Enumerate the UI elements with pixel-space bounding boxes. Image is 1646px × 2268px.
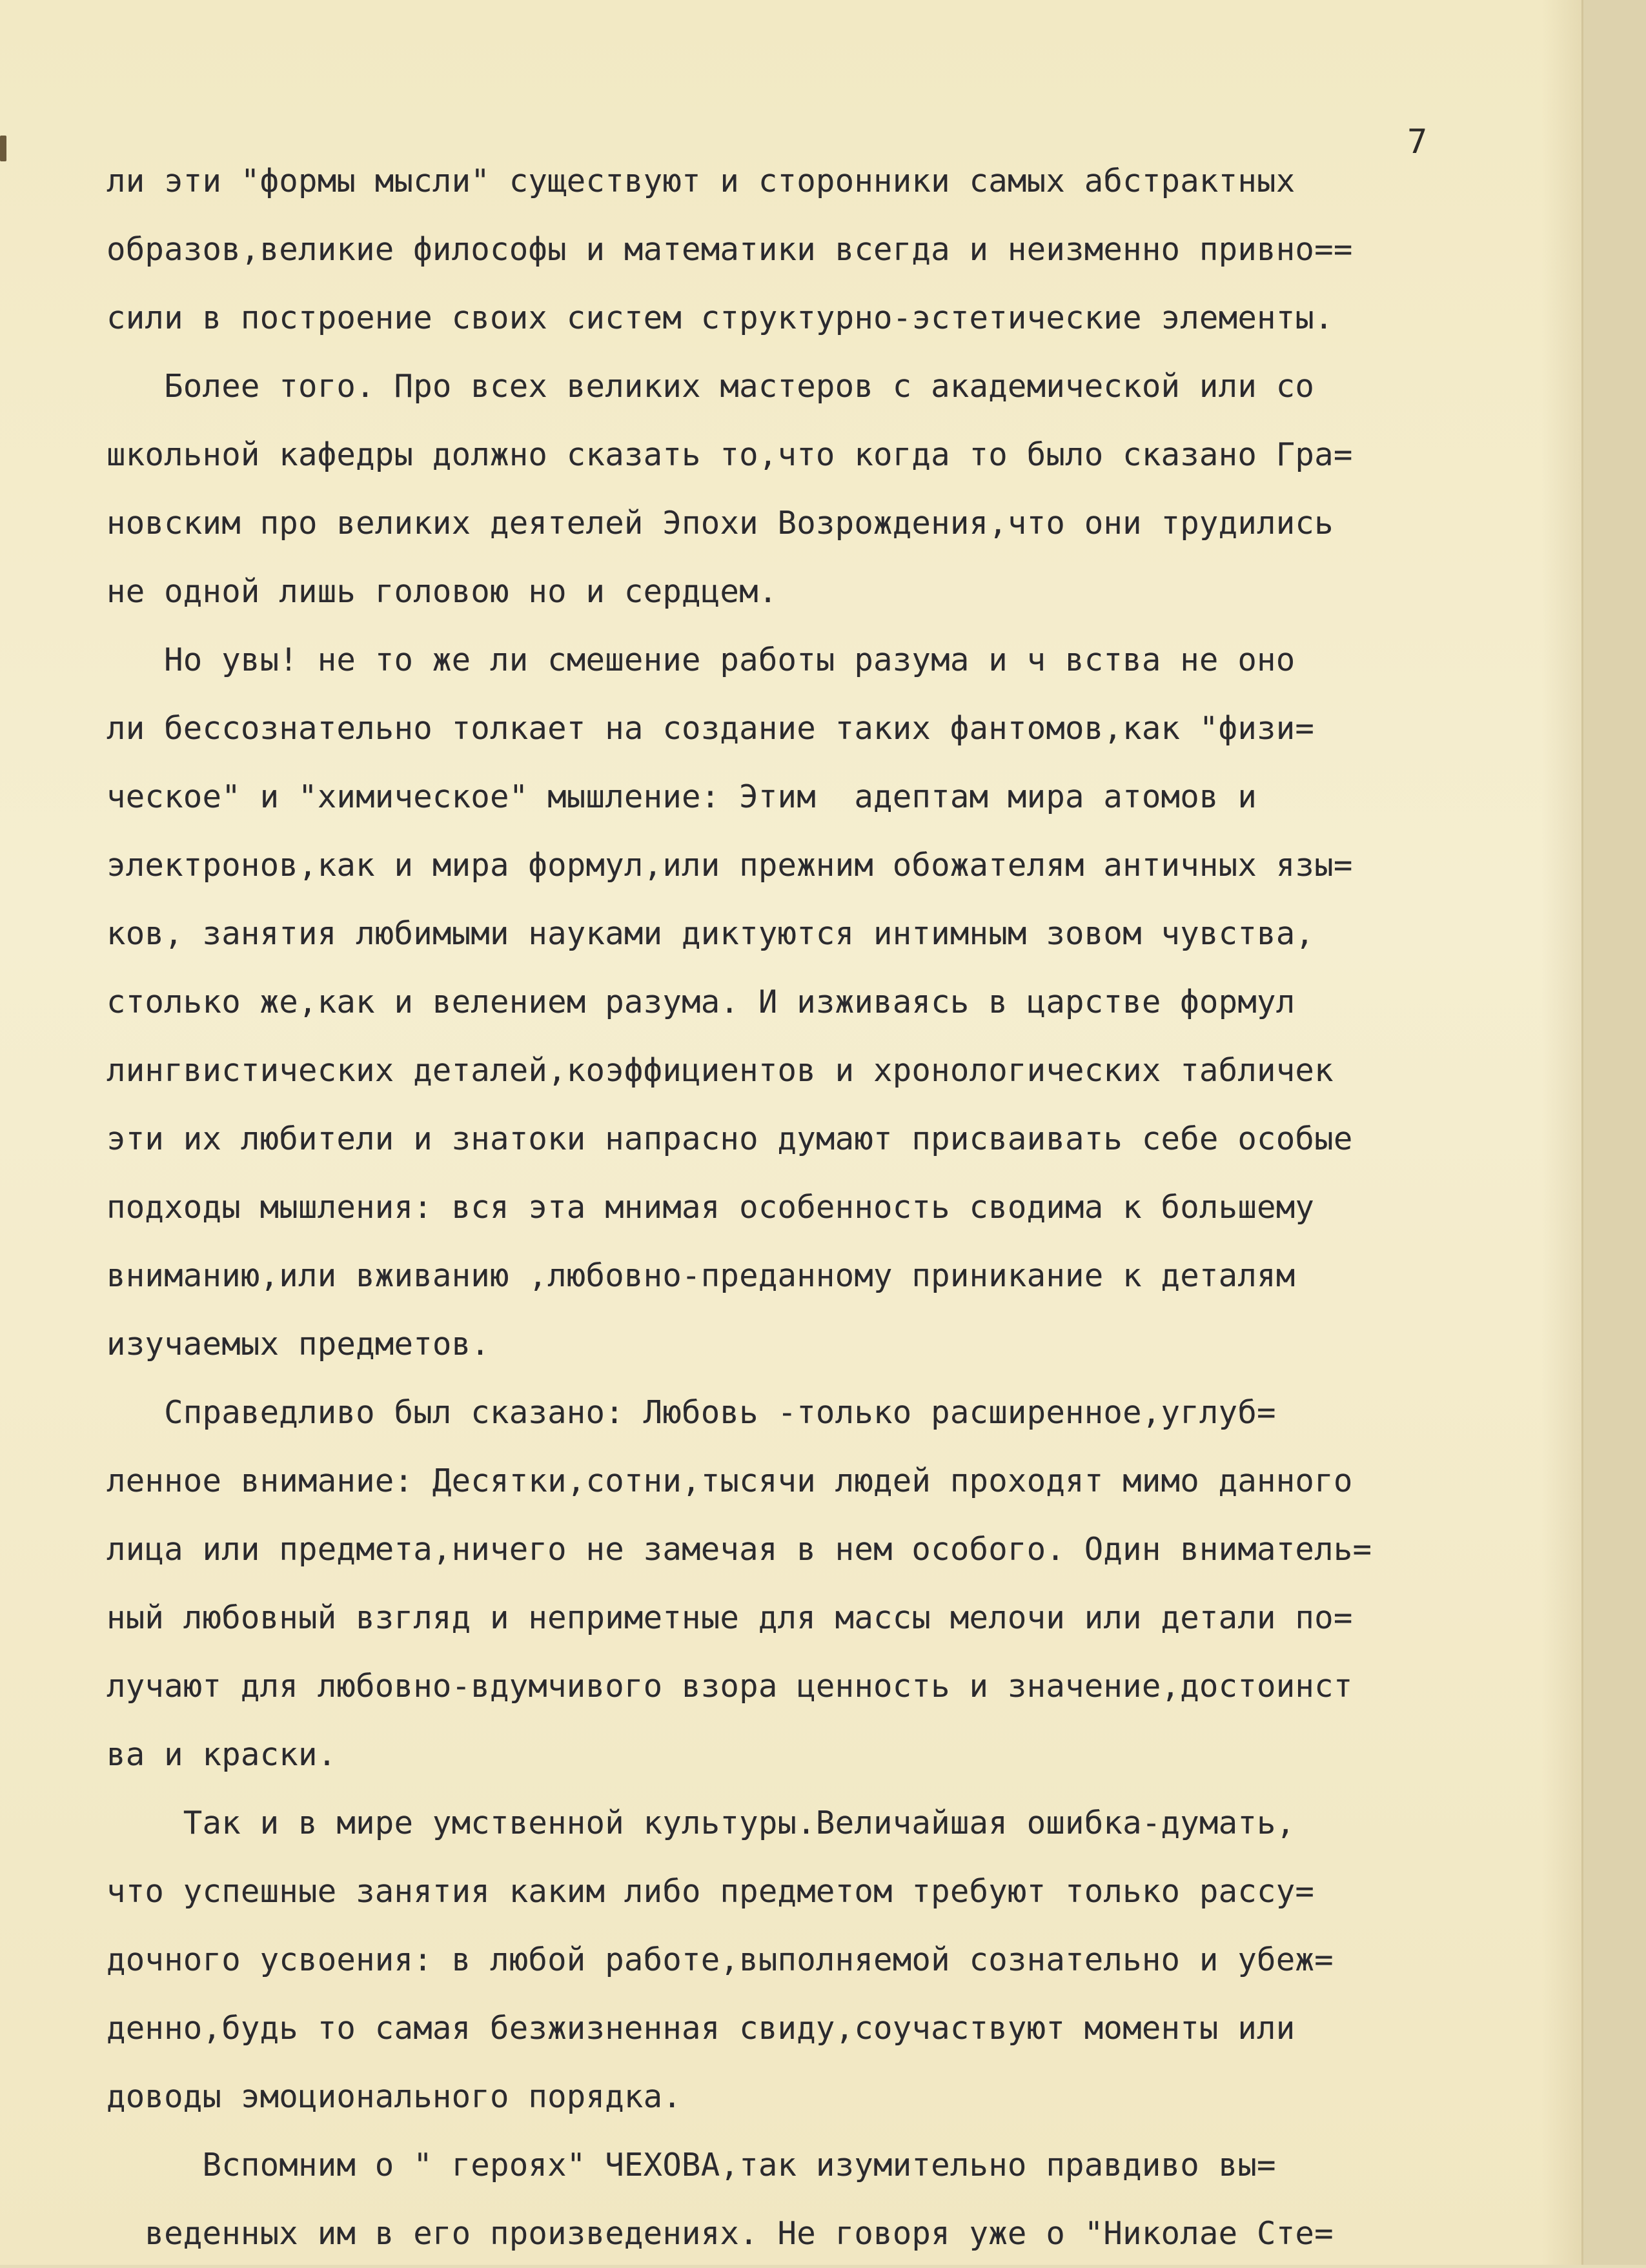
text-line-5: школьной кафедры должно сказать то,что когда то было сказано Гра= — [107, 436, 1353, 473]
text-line-6: новским про великих деятелей Эпохи Возрождения,что они трудились — [107, 505, 1334, 542]
text-line-30: Вспомним о " героях" ЧЕХОВА,так изумительно правдиво вы= — [107, 2147, 1276, 2183]
text-line-13: столько же,как и велением разума. И изживаясь в царстве формул — [107, 984, 1295, 1020]
binding-mark — [0, 136, 6, 161]
text-line-4: Более того. Про всех великих мастеров с академической или со — [107, 368, 1315, 405]
page-number: 7 — [1407, 123, 1428, 161]
text-line-12: ков, занятия любимыми науками диктуются интимным зовом чувства, — [107, 915, 1315, 952]
text-line-10: ческое" и "химическое" мышление: Этим адептам мира атомов и — [107, 778, 1257, 815]
text-line-11: электронов,как и мира формул,или прежним обожателям античных язы= — [107, 847, 1353, 884]
text-line-2: образов,великие философы и математики всегда и неизменно привно== — [107, 231, 1353, 268]
text-line-14: лингвистических деталей,коэффициентов и хронологических табличек — [107, 1052, 1334, 1089]
text-line-28: денно,будь то самая безжизненная свиду,соучаствуют моменты или — [107, 2010, 1295, 2047]
text-line-23: лучают для любовно-вдумчивого взора ценность и значение,достоинст — [107, 1668, 1353, 1705]
text-line-25: Так и в мире умственной культуры.Величайшая ошибка-думать, — [107, 1805, 1295, 1841]
text-line-20: ленное внимание: Десятки,сотни,тысячи людей проходят мимо данного — [107, 1463, 1353, 1499]
text-line-31: веденных им в его произведениях. Не говоря уже о "Николае Сте= — [107, 2215, 1334, 2252]
text-line-15: эти их любители и знатоки напрасно думают присваивать себе особые — [107, 1120, 1353, 1157]
text-line-24: ва и краски. — [107, 1736, 337, 1773]
text-line-19: Справедливо был сказано: Любовь -только расширенное,углуб= — [107, 1394, 1276, 1431]
text-line-21: лица или предмета,ничего не замечая в нем особого. Один вниматель= — [107, 1531, 1372, 1568]
text-line-27: дочного усвоения: в любой работе,выполняемой сознательно и убеж= — [107, 1941, 1334, 1978]
text-line-7: не одной лишь головою но и сердцем. — [107, 573, 778, 610]
body-text — [107, 147, 1565, 2268]
page-right-margin — [1581, 0, 1646, 2265]
text-line-1: ли эти "формы мысли" существуют и сторонники самых абстрактных — [107, 163, 1295, 199]
text-line-17: вниманию,или вживанию ,любовно-преданному приникание к деталям — [107, 1257, 1295, 1294]
text-line-29: доводы эмоционального порядка. — [107, 2078, 682, 2115]
text-line-3: сили в построение своих систем структурно-эстетические элементы. — [107, 299, 1334, 336]
text-line-8: Но увы! не то же ли смешение работы разума и ч вства не оно — [107, 642, 1295, 678]
text-line-26: что успешные занятия каким либо предметом требуют только рассу= — [107, 1873, 1315, 1910]
text-line-22: ный любовный взгляд и неприметные для массы мелочи или детали по= — [107, 1599, 1353, 1636]
text-line-18: изучаемых предметов. — [107, 1326, 491, 1362]
text-line-16: подходы мышления: вся эта мнимая особенность сводима к большему — [107, 1189, 1315, 1226]
text-line-9: ли бессознательно толкает на создание таких фантомов,как "физи= — [107, 710, 1315, 747]
